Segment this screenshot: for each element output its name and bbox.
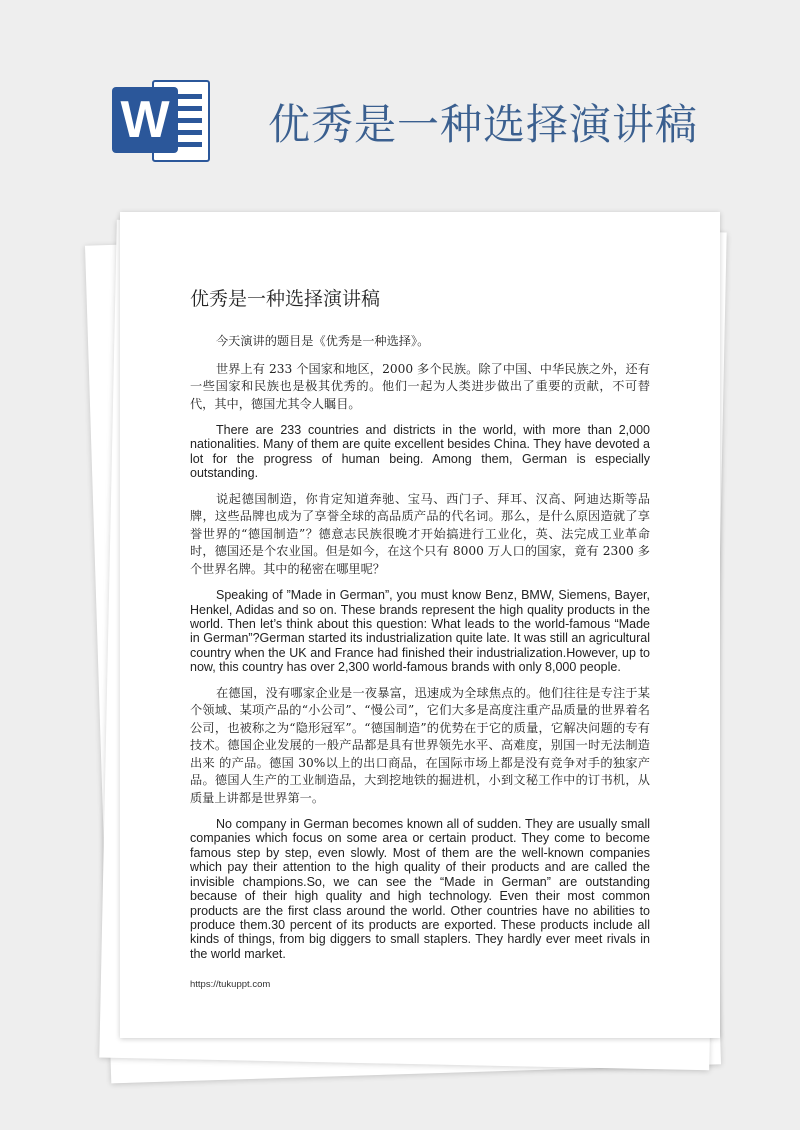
paragraph-en: No company in German becomes known all of sudden. They are usually small companies which focus on some area or certain product. They come to become famous step by step, even slowly. Most of them are the well-known companies which pay their attention to the high quality of their products and are called the invisible champions.So, we can see the “Made in German” are outstanding because of their high quality and high technology. Even their most common products are the first class around the world. Other countries have no abilities to produce them.30 percent of its products are exported. These products include all kinds of things, from big diggers to small staplers. They hardly ever meet rivals in the world market. xyxy=(190,817,650,961)
footer-url[interactable]: https://tukuppt.com xyxy=(190,979,271,991)
paragraph-zh: 世界上有 233 个国家和地区，2000 多个民族。除了中国、中华民族之外，还有一些国家和民族也是极其优秀的。他们一起为人类进步做出了重要的贡献，不可替代，其中，德国尤其令人瞩目。 xyxy=(190,361,650,411)
word-logo-letter: W xyxy=(112,87,178,153)
banner-title: 优秀是一种选择演讲稿 xyxy=(268,100,699,149)
document-title: 优秀是一种选择演讲稿 xyxy=(190,288,381,310)
paragraph-zh: 说起德国制造，你肯定知道奔驰、宝马、西门子、拜耳、汉高、阿迪达斯等品牌，这些品牌也成为了享誉全球的高品质产品的代名词。那么，是什么原因造就了享誉世界的“德国制造”？德意志民族很晚才开始搞进行工业化，英、法完成工业革命时，德国还是个农业国。但是如今，在这个只有 8000 万人口的国家，竟有 2300 多个世界名牌。其中的秘密在哪里呢？ xyxy=(190,491,650,576)
document-page xyxy=(120,212,720,1038)
paragraph-en: There are 233 countries and districts in the world, with more than 2,000 nationalities. Many of them are quite excellent besides China. They have devoted a lot for the progress of human being. Among them, German is especially outstanding. xyxy=(190,423,650,481)
paragraph-intro: 今天演讲的题目是《优秀是一种选择》。 xyxy=(216,334,430,348)
paragraph-zh: 在德国，没有哪家企业是一夜暴富，迅速成为全球焦点的。他们往往是专注于某个领域、某项产品的“小公司”、“慢公司”，它们大多是高度注重产品质量的世界着名公司，也被称之为“隐形冠军”。“德国制造”的优势在于它的质量，它解决问题的专有技术。德国企业发展的一般产品都是具有世界领先水平、高难度，别国一时无法制造出来 的产品。德国 30%以上的出口商品，在国际市场上都是没有竞争对手的独家产品。德国人生产的工业制造品，大到挖地铁的掘进机，小到文秘工作中的订书机，从 质量上讲都是世界第一。 xyxy=(190,685,650,805)
banner xyxy=(0,0,800,200)
paragraph-en: Speaking of ”Made in German”, you must know Benz, BMW, Siemens, Bayer, Henkel, Adidas and so on. These brands represent the high quality products in the world. Then let’s think about this question: What leads to the world-famous “Made in German”?German started its industrialization quite late. It was still an agricultural country when the UK and France had finished their industrialization.However, up to now, this country has over 2,300 world-famous brands with only 8,000 people. xyxy=(190,588,650,675)
word-logo-icon xyxy=(112,75,212,165)
